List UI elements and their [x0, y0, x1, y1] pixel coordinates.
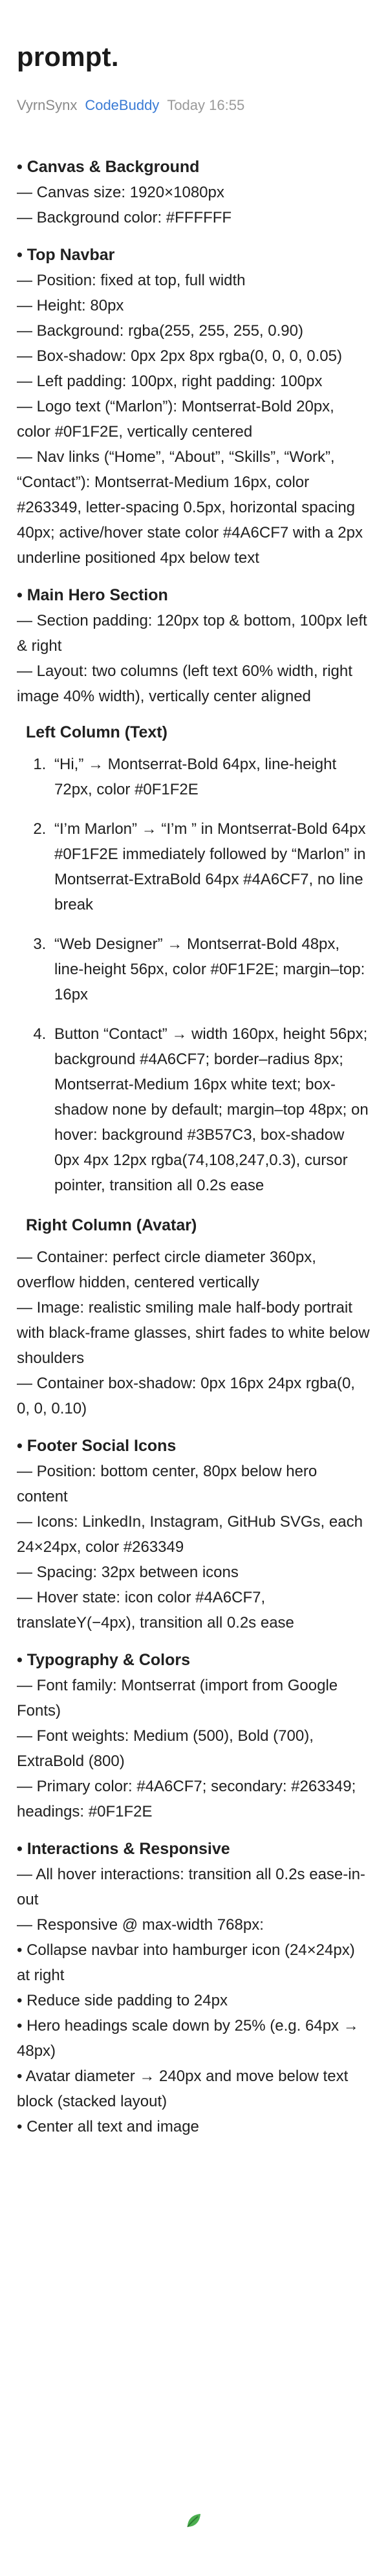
- spec-line: — Position: bottom center, 80px below hero content: [17, 1463, 318, 1505]
- spec-line: • Hero headings scale down by 25% (e.g. 64px → 48px): [17, 2017, 359, 2060]
- subsection-heading-left-column: Left Column (Text): [26, 723, 167, 741]
- section-footer: [17, 1433, 371, 1635]
- section-heading: • Canvas & Background: [17, 158, 200, 176]
- spec-line: — Left padding: 100px, right padding: 100px: [17, 373, 323, 390]
- spec-line: — Box-shadow: 0px 2px 8px rgba(0, 0, 0, 0.05): [17, 347, 342, 365]
- section-heading: • Typography & Colors: [17, 1651, 191, 1669]
- leaf-icon: [184, 2511, 203, 2531]
- spec-line: — Height: 80px: [17, 297, 124, 314]
- section-interactions: [17, 1836, 371, 2139]
- spec-line: • Avatar diameter → 240px and move below text block (stacked layout): [17, 2068, 349, 2110]
- section-heading: • Main Hero Section: [17, 586, 168, 604]
- section-heading: • Top Navbar: [17, 246, 115, 264]
- list-item: 2. “I’m Marlon” → “I’m ” in Montserrat-Bold 64px #0F1F2E immediately followed by “Marlon” in Montserrat-ExtraBold 64px #4A6CF7, no line break: [50, 816, 371, 917]
- section-hero: [17, 582, 371, 1421]
- spec-line: — Nav links (“Home”, “About”, “Skills”, “Work”, “Contact”): Montserrat-Medium 16px, color #263349, letter-spacing 0.5px, horizontal spacing 40px; active/hover state color #4A6CF7 with a 2px underline positioned 4px below text: [17, 448, 363, 567]
- timestamp: Today 16:55: [167, 97, 245, 113]
- prompt-body: [17, 154, 371, 2139]
- spec-line: — Canvas size: 1920×1080px: [17, 184, 224, 201]
- meta-row: [17, 96, 371, 115]
- section-heading: • Footer Social Icons: [17, 1437, 177, 1455]
- spec-line: • Center all text and image: [17, 2118, 199, 2135]
- spec-line: — Font family: Montserrat (import from Google Fonts): [17, 1677, 338, 1719]
- spec-line: — Font weights: Medium (500), Bold (700), ExtraBold (800): [17, 1727, 314, 1770]
- page-title: prompt.: [17, 41, 119, 72]
- list-item: 4. Button “Contact” → width 160px, height 56px; background #4A6CF7; border–radius 8px; Montserrat-Medium 16px white text; box-shadow none by default; margin–top 48px; on hover: background #3B57C3, box-shadow 0px 4px 12px rgba(74,108,247,0.3), cursor pointer, transition all 0.2s ease: [50, 1021, 371, 1198]
- spec-line: — Container: perfect circle diameter 360px, overflow hidden, centered vertically: [17, 1249, 316, 1291]
- subsection-heading-right-column: Right Column (Avatar): [26, 1216, 197, 1234]
- spec-line: — Primary color: #4A6CF7; secondary: #263349; headings: #0F1F2E: [17, 1778, 356, 1820]
- spec-line: — Logo text (“Marlon”): Montserrat-Bold 20px, color #0F1F2E, vertically centered: [17, 398, 334, 441]
- spec-line: • Reduce side padding to 24px: [17, 1992, 228, 2009]
- spec-line: — Hover state: icon color #4A6CF7, translateY(−4px), transition all 0.2s ease: [17, 1589, 294, 1632]
- spec-line: — Spacing: 32px between icons: [17, 1564, 239, 1581]
- section-navbar: [17, 242, 371, 571]
- spec-line: — Image: realistic smiling male half-body portrait with black-frame glasses, shirt fades to white below shoulders: [17, 1299, 370, 1367]
- left-column-list: [17, 752, 371, 1198]
- section-canvas: [17, 154, 371, 230]
- spec-line: — Responsive @ max-width 768px:: [17, 1916, 264, 1934]
- list-item: 3. “Web Designer” → Montserrat-Bold 48px, line-height 56px, color #0F1F2E; margin–top: 16px: [50, 932, 371, 1007]
- author-name[interactable]: VyrnSynx: [17, 97, 78, 113]
- spec-line: — Container box-shadow: 0px 16px 24px rgba(0, 0, 0, 0.10): [17, 1375, 355, 1417]
- spec-line: — Icons: LinkedIn, Instagram, GitHub SVGs, each 24×24px, color #263349: [17, 1513, 363, 1556]
- spec-line: — All hover interactions: transition all 0.2s ease-in-out: [17, 1866, 365, 1908]
- spec-line: • Collapse navbar into hamburger icon (24×24px) at right: [17, 1941, 355, 1984]
- spec-line: — Section padding: 120px top & bottom, 100px left & right: [17, 612, 367, 655]
- list-item: 1. “Hi,” → Montserrat-Bold 64px, line-height 72px, color #0F1F2E: [50, 752, 371, 802]
- section-typography: [17, 1647, 371, 1824]
- spec-line: — Background color: #FFFFFF: [17, 209, 232, 226]
- spec-line: — Position: fixed at top, full width: [17, 272, 246, 289]
- spec-line: — Background: rgba(255, 255, 255, 0.90): [17, 322, 303, 340]
- section-heading: • Interactions & Responsive: [17, 1840, 230, 1858]
- app-tag[interactable]: CodeBuddy: [85, 97, 160, 113]
- spec-line: — Layout: two columns (left text 60% width, right image 40% width), vertically center aligned: [17, 662, 352, 705]
